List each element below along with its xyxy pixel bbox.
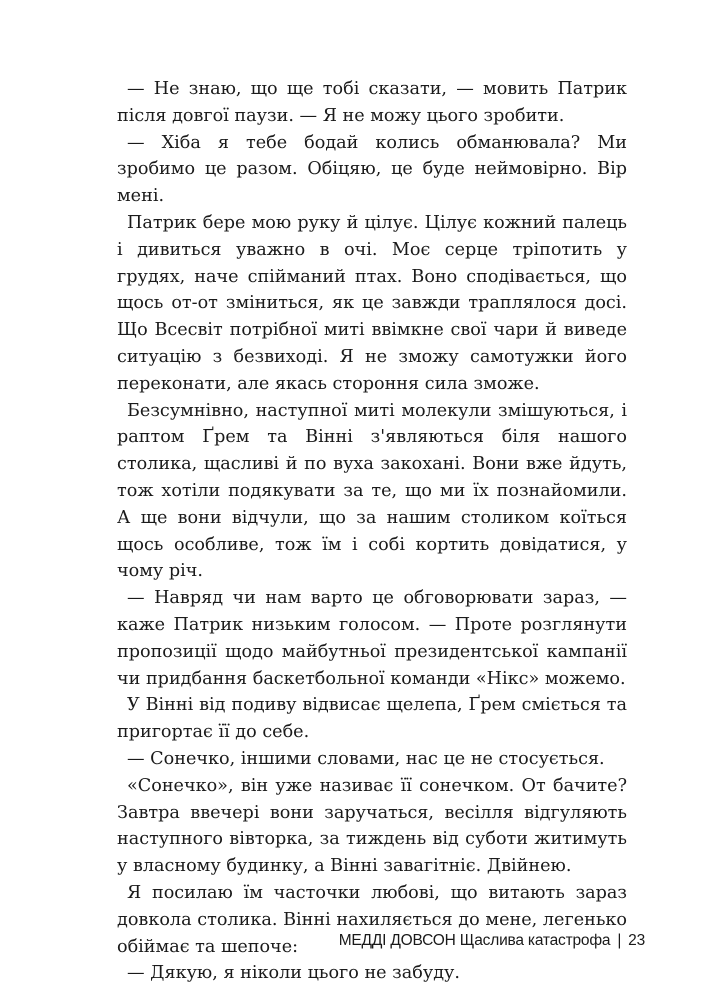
paragraph: — Хіба я тебе бодай колись обманювала? Ми зробимо це разом. Обіцяю, це буде неймовірно. Вір мені. xyxy=(117,132,627,207)
paragraph: — Сонечко, іншими словами, нас це не стосується. xyxy=(127,748,605,769)
paragraph: Патрик бере мою руку й цілує. Цілує кожний палець і дивиться уважно в очі. Моє серце тріпотить у грудях, наче спійманий птах. Воно сподівається, що щось от-от зміниться, як це завжди траплялося досі. Що Всесвіт потрібної миті ввімкне свої чари й виведе ситуацію з безвиході. Я не зможу самотужки його переконати, але якась стороння сила зможе. xyxy=(117,212,627,394)
running-footer xyxy=(0,932,645,950)
paragraph: Безсумнівно, наступної миті молекули змішуються, і раптом Ґрем та Вінні з'являються біля нашого столика, щасливі й по вуха закохані. Вони вже йдуть, тож хотіли подякувати за те, що ми їх познайомили. А ще вони відчули, що за нашим столиком коїться щось особливе, тож їм і собі кортить довідатися, у чому річ. xyxy=(117,400,627,582)
footer-separator: | xyxy=(617,932,622,949)
footer-author: МЕДДІ ДОВСОН xyxy=(338,932,456,949)
paragraph: — Не знаю, що ще тобі сказати, — мовить Патрик після довгої паузи. — Я не можу цього зробити. xyxy=(117,79,627,126)
body-text xyxy=(117,76,627,987)
paragraph: Я посилаю їм часточки любові, що витають зараз довкола столика. Вінні нахиляється до мене, легенько обіймає та шепоче: xyxy=(117,882,627,957)
paragraph: У Вінні від подиву відвисає щелепа, Ґрем сміється та пригортає її до себе. xyxy=(117,695,627,743)
page-number: 23 xyxy=(628,932,645,949)
paragraph: «Сонечко», він уже називає її сонечком. От бачите? Завтра ввечері вони заручаться, весілля відгуляють наступного вівторка, за тиждень від суботи житимуть у власному будинку, а Вінні завагітніє. Двійнею. xyxy=(117,775,627,877)
paragraph: — Дякую, я ніколи цього не забуду. xyxy=(127,963,460,984)
footer-book-title: Щаслива катастрофа xyxy=(459,932,611,949)
paragraph: — Навряд чи нам варто це обговорювати зараз, — каже Патрик низьким голосом. — Проте розглянути пропозиції щодо майбутньої президентської кампанії чи придбання баскетбольної команди «Нікс» можемо. xyxy=(117,588,627,689)
